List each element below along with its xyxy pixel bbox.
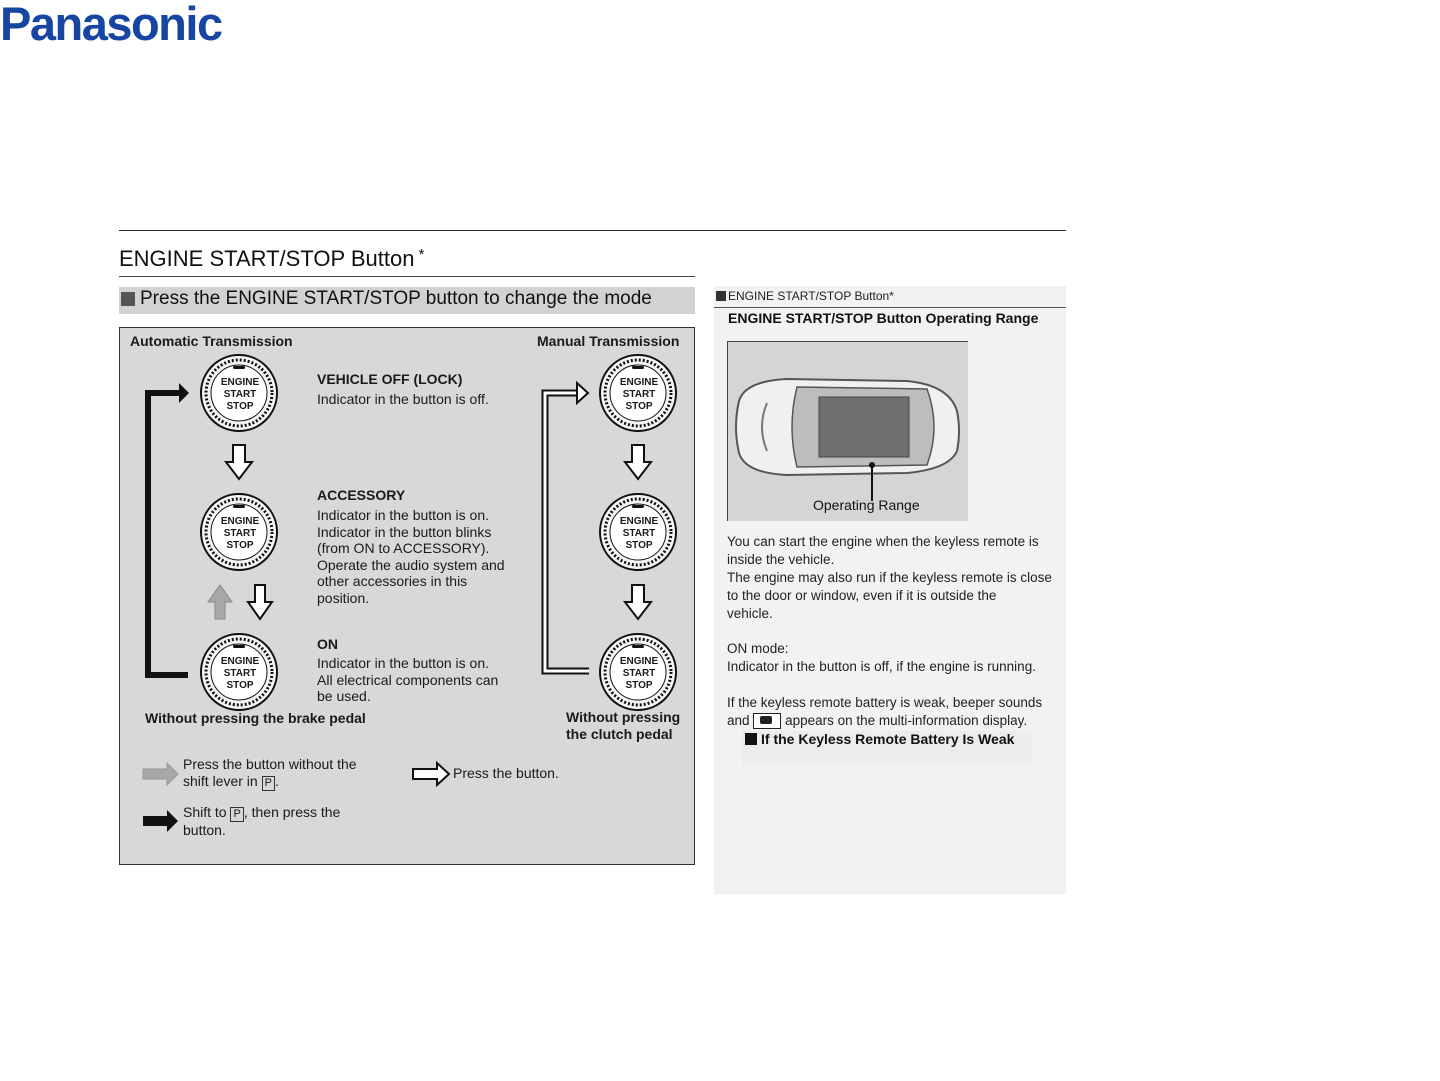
p-position-box: P [230, 807, 243, 822]
manual-caption: Without pressing the clutch pedal [566, 709, 681, 742]
asterisk: * [418, 246, 425, 263]
button-label-4: ENGINE START STOP [619, 377, 659, 412]
legend-white-text: Press the button. [453, 765, 559, 781]
mode-off-title: VEHICLE OFF (LOCK) [317, 371, 463, 387]
black-arrow-right [179, 383, 189, 403]
side-paragraph-2: ON mode: Indicator in the button is off, if the engine is running. [727, 641, 1036, 674]
legend-black-text: Shift to P , then press the button. [183, 804, 341, 838]
manual-label: Manual Transmission [537, 333, 680, 349]
section-title-text: ENGINE START/STOP Button [119, 246, 415, 271]
mode-on-desc: Indicator in the button is on. All electrical components can be used. [317, 655, 499, 704]
p-position-box: P [262, 776, 275, 791]
operating-range-label: Operating Range [813, 497, 920, 513]
subheading-text: Press the ENGINE START/STOP button to change the mode [140, 288, 652, 309]
button-label-6: ENGINE START STOP [619, 656, 659, 691]
side-header-text: ENGINE START/STOP Button* [728, 289, 894, 303]
mode-on-title: ON [317, 636, 338, 652]
auto-caption: Without pressing the brake pedal [145, 710, 366, 726]
reference-icon [716, 291, 726, 301]
side-subheading: ENGINE START/STOP Button Operating Range [728, 310, 1039, 326]
button-label-3: ENGINE START STOP [220, 656, 260, 691]
button-label-1: ENGINE START STOP [220, 377, 260, 412]
auto-label: Automatic Transmission [130, 333, 293, 349]
reference-arrow-icon [745, 733, 757, 745]
mode-off-desc: Indicator in the button is off. [317, 391, 489, 407]
subheading-square-icon [121, 292, 135, 306]
section-title [119, 246, 424, 272]
top-divider [119, 230, 1066, 231]
key-fob-icon [753, 713, 781, 729]
brand-logo: Panasonic [0, 0, 222, 50]
car-top-view-icon [727, 341, 968, 521]
legend-gray-text: Press the button without the shift lever in P . [183, 756, 357, 789]
side-paragraph-3: If the keyless remote battery is weak, beeper sounds and appears on the multi-information display. [727, 695, 1043, 728]
mode-acc-desc: Indicator in the button is on. Indicator in the button blinks (from ON to ACCESSORY). Operate the audio system and other accessories in this position. [317, 507, 505, 606]
weak-battery-link[interactable]: If the Keyless Remote Battery Is Weak [745, 731, 1014, 747]
title-divider [119, 276, 695, 277]
button-label-5: ENGINE START STOP [619, 516, 659, 551]
button-label-2: ENGINE START STOP [220, 516, 260, 551]
side-paragraph-1: You can start the engine when the keyless remote is inside the vehicle. The engine may also run if the keyless remote is close to the door or window, even if it is outside the vehicle. [727, 534, 1052, 621]
mode-acc-title: ACCESSORY [317, 487, 406, 503]
